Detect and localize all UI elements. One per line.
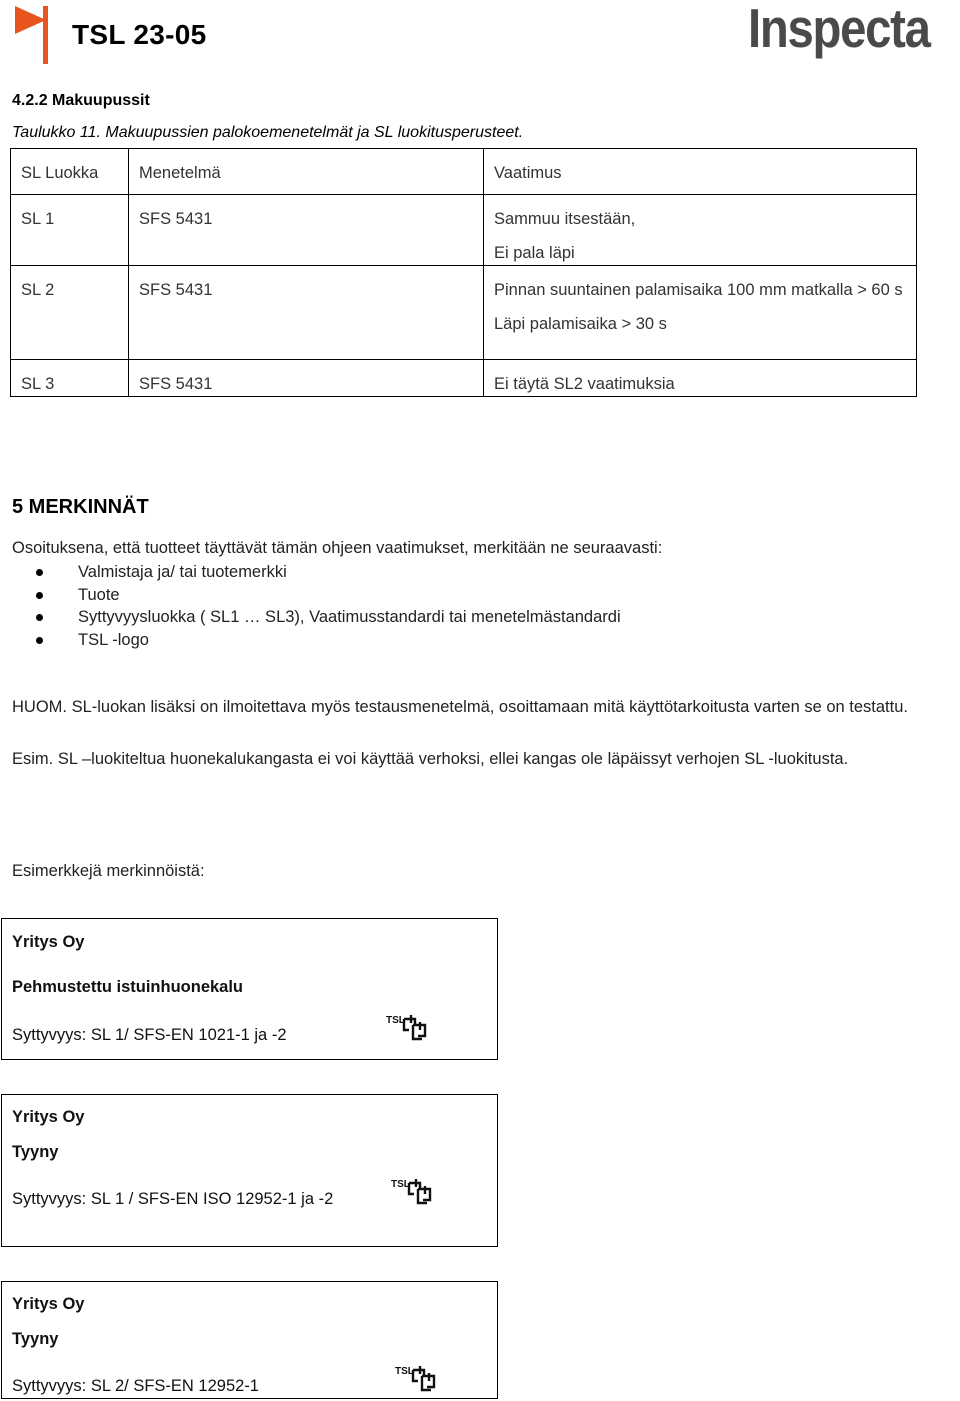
tsl-logo-icon	[394, 1362, 440, 1394]
label-flammability: Syttyvyys: SL 2/ SFS-EN 12952-1	[12, 1377, 259, 1395]
cell-menetelma: SFS 5431	[129, 266, 484, 360]
table-row	[11, 266, 917, 360]
example-label	[1, 1281, 498, 1399]
label-company: Yritys Oy	[12, 933, 85, 951]
table-row	[11, 360, 917, 397]
example-label	[1, 918, 498, 1060]
tsl-logo-icon	[390, 1175, 436, 1207]
cell-menetelma: SFS 5431	[129, 195, 484, 266]
cell-luokka: SL 1	[11, 195, 129, 266]
label-flammability: Syttyvyys: SL 1/ SFS-EN 1021-1 ja -2	[12, 1026, 287, 1044]
list-item: Syttyvyysluokka ( SL1 … SL3), Vaatimusstandardi tai menetelmästandardi	[12, 606, 621, 629]
cell-vaatimus	[484, 266, 917, 360]
svg-text:TSL: TSL	[395, 1366, 414, 1377]
requirement-line: Sammuu itsestään,	[494, 210, 636, 228]
chapter-heading: 5 MERKINNÄT	[12, 496, 149, 518]
tsl-logo-icon	[385, 1011, 431, 1043]
document-id: TSL 23-05	[72, 19, 207, 50]
table-header-row	[11, 149, 917, 195]
cell-vaatimus	[484, 195, 917, 266]
requirement-line: Läpi palamisaika > 30 s	[494, 315, 667, 333]
bullet-icon	[36, 614, 43, 621]
list-item: TSL -logo	[12, 629, 621, 652]
bullet-icon	[36, 592, 43, 599]
header-cell-luokka: SL Luokka	[11, 149, 129, 195]
header-cell-menetelma: Menetelmä	[129, 149, 484, 195]
label-company: Yritys Oy	[12, 1295, 85, 1313]
table-caption: Taulukko 11. Makuupussien palokoemenetelmät ja SL luokitusperusteet.	[12, 124, 524, 141]
label-product: Tyyny	[12, 1330, 59, 1348]
label-flammability: Syttyvyys: SL 1 / SFS-EN ISO 12952-1 ja -2	[12, 1190, 334, 1208]
label-product: Pehmustettu istuinhuonekalu	[12, 978, 244, 996]
label-company: Yritys Oy	[12, 1108, 85, 1126]
brand-logo: Inspecta	[748, 0, 930, 59]
header-cell-vaatimus: Vaatimus	[484, 149, 917, 195]
list-item: Tuote	[12, 584, 621, 607]
marking-intro: Osoituksena, että tuotteet täyttävät tämän ohjeen vaatimukset, merkitään ne seuraavasti:	[12, 539, 663, 557]
requirement-line: Pinnan suuntainen palamisaika 100 mm matkalla > 60 s	[494, 281, 903, 299]
cell-luokka: SL 3	[11, 360, 129, 397]
svg-text:TSL: TSL	[386, 1015, 405, 1026]
bullet-icon	[36, 637, 43, 644]
example-label	[1, 1094, 498, 1247]
examples-title: Esimerkkejä merkinnöistä:	[12, 862, 205, 880]
sl-classification-table	[10, 148, 917, 397]
inspecta-flag-icon	[12, 4, 56, 66]
cell-menetelma: SFS 5431	[129, 360, 484, 397]
table-row	[11, 195, 917, 266]
cell-vaatimus	[484, 360, 917, 397]
svg-text:TSL: TSL	[391, 1179, 410, 1190]
requirement-line: Ei täytä SL2 vaatimuksia	[494, 375, 675, 393]
bullet-icon	[36, 569, 43, 576]
list-item: Valmistaja ja/ tai tuotemerkki	[12, 561, 621, 584]
label-product: Tyyny	[12, 1143, 59, 1161]
cell-luokka: SL 2	[11, 266, 129, 360]
note-esim: Esim. SL –luokiteltua huonekalukangasta ei voi käyttää verhoksi, ellei kangas ole läpäissyt verhojen SL -luokitusta.	[12, 750, 849, 768]
marking-list	[12, 561, 621, 652]
section-heading: 4.2.2 Makuupussit	[12, 92, 150, 109]
note-huom: HUOM. SL-luokan lisäksi on ilmoitettava myös testausmenetelmä, osoittamaan mitä käyttötarkoitusta varten se on testattu.	[12, 698, 908, 716]
requirement-line: Ei pala läpi	[494, 244, 575, 262]
